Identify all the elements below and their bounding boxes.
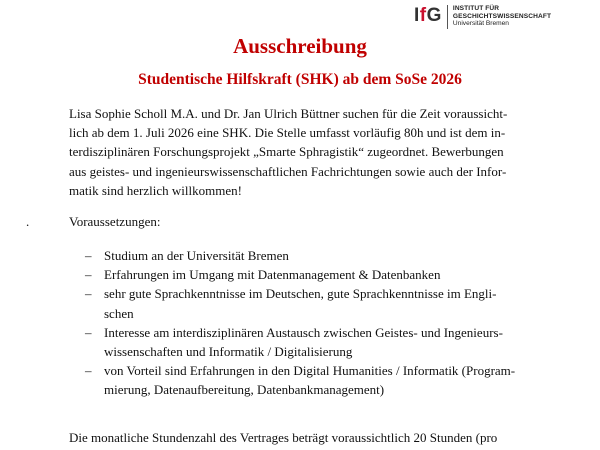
list-item-text: von Vorteil sind Erfahrungen in den Digital Humanities / Informatik (Program- xyxy=(104,363,516,379)
document-subtitle: Studentische Hilfskraft (SHK) ab dem SoSe 2026 xyxy=(138,71,462,88)
list-item-text: Erfahrungen im Umgang mit Datenmanagement & Datenbanken xyxy=(104,267,441,283)
logo-line-2: GESCHICHTSWISSENSCHAFT xyxy=(452,12,552,20)
margin-mark: . xyxy=(26,214,30,229)
bullet-dash: – xyxy=(85,267,92,283)
contract-hours-paragraph: Die monatliche Stundenzahl des Vertrages beträgt voraussichtlich 20 Stunden (pro xyxy=(69,430,498,445)
requirements-heading: Voraussetzungen: xyxy=(69,214,161,229)
intro-paragraph xyxy=(69,104,549,200)
list-item-text: Studium an der Universität Bremen xyxy=(104,248,289,263)
intro-line: Lisa Sophie Scholl M.A. und Dr. Jan Ulrich Büttner suchen für die Zeit voraussicht- xyxy=(69,106,508,121)
bullet-dash: – xyxy=(85,363,92,379)
logo-line-3: Universität Bremen xyxy=(452,20,509,28)
intro-line: matik sind herzlich willkommen! xyxy=(69,182,242,198)
logo-text xyxy=(453,4,551,28)
list-item-text: Interesse am interdisziplinären Austausch zwischen Geistes- und Ingenieurs- xyxy=(104,324,503,340)
list-item-text: mierung, Datenaufbereitung, Datenbankmanagement) xyxy=(104,382,385,398)
bullet-dash: – xyxy=(85,286,92,302)
list-item xyxy=(69,361,559,399)
bullet-dash: – xyxy=(85,248,92,263)
logo-divider xyxy=(447,5,448,29)
list-item xyxy=(69,284,559,322)
intro-line: terdisziplinären Forschungsprojekt „Smarte Sphragistik“ zugeordnet. Bewerbungen xyxy=(69,144,504,160)
list-item xyxy=(69,246,559,265)
ifg-logo-mark xyxy=(414,4,442,27)
list-item-text: schen xyxy=(104,305,134,321)
requirements-list xyxy=(69,246,559,400)
list-item xyxy=(69,323,559,361)
intro-line: aus geistes- und ingenieurswissenschaftlichen Fachrichtungen sowie auch der Infor- xyxy=(69,163,507,179)
institute-logo xyxy=(414,4,551,30)
bullet-dash: – xyxy=(85,324,92,340)
list-item xyxy=(69,265,559,284)
list-item-text: sehr gute Sprachkenntnisse im Deutschen, gute Sprachkenntnisse im Engli- xyxy=(104,286,497,302)
logo-line-1: INSTITUT FÜR xyxy=(452,5,500,12)
logo-mark-f: f xyxy=(419,5,427,26)
logo-mark-g: G xyxy=(426,5,442,26)
list-item-text: wissenschaften und Informatik / Digitalisierung xyxy=(104,344,353,360)
intro-line: lich ab dem 1. Juli 2026 eine SHK. Die Stelle umfasst vorläufig 80h und ist dem in- xyxy=(69,125,506,141)
logo-mark-i: I xyxy=(414,5,420,26)
document-title: Ausschreibung xyxy=(233,34,367,58)
